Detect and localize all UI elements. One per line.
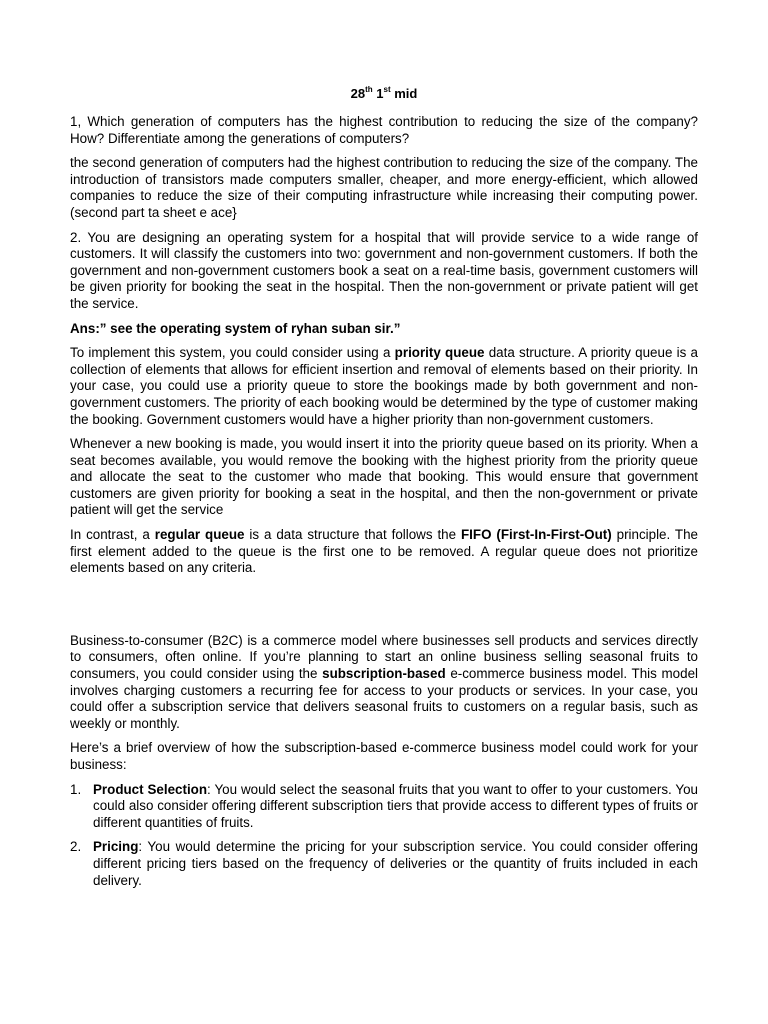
list-number: 2.	[70, 839, 82, 855]
page-title	[70, 86, 698, 104]
rq-bold-1: regular queue	[154, 527, 245, 543]
numbered-list	[70, 782, 698, 890]
document-page	[70, 86, 698, 897]
b2c-text-a: Business-to-consumer (B2C) is a commerce model where businesses sell products and services directly to consumers, often online. If you’re planning to start an online business selling seasonal fruits to consumers, you could consider using the	[70, 632, 698, 682]
ans-text: :” see the operating system of ryhan suban sir.”	[95, 320, 401, 336]
b2c-paragraph	[70, 633, 698, 733]
booking-paragraph: Whenever a new booking is made, you would insert it into the priority queue based on its priority. When a seat becomes available, you would remove the booking with the highest priority from the priority queue and allocate the seat to the customer who made that booking. This would ensure that government customers are given priority for booking a seat in the hospital, and then the non-government or private patient will get the service	[70, 436, 698, 518]
question-1: 1, Which generation of computers has the highest contribution to reducing the size of the company? How? Differentiate among the generations of computers?	[70, 114, 698, 146]
title-rest: mid	[390, 86, 418, 101]
list-item-heading: Pricing	[93, 839, 139, 855]
title-num-suffix: st	[383, 84, 391, 94]
list-number: 1.	[70, 781, 82, 797]
regular-queue-paragraph	[70, 527, 698, 577]
title-num: 1	[372, 86, 384, 101]
rq-text-b: is a data structure that follows the	[244, 527, 461, 543]
rq-text-a: In contrast, a	[70, 527, 155, 543]
b2c-text-b: e-commerce business model. This model involves charging customers a recurring fee for access to your products or services. In your case, you could offer a subscription service that delivers seasonal fruits to customers on a regular basis, such as weekly or monthly.	[70, 666, 699, 731]
priority-queue-paragraph	[70, 345, 698, 428]
overview-paragraph: Here’s a brief overview of how the subscription-based e-commerce business model could work for your business:	[70, 740, 698, 772]
list-item	[70, 782, 698, 832]
answer-1: the second generation of computers had the highest contribution to reducing the size of the company. The introduction of transistors made computers smaller, cheaper, and more energy-efficient, which allowed companies to reduce the size of their computing infrastructure while increasing their computing power.(second part ta sheet e ace}	[70, 155, 698, 220]
title-day-suffix: th	[365, 84, 373, 94]
pq-bold: priority queue	[394, 345, 485, 361]
answer-2-label-paragraph	[70, 321, 698, 338]
ans-label: Ans	[70, 320, 96, 336]
list-item-heading: Product Selection	[93, 781, 208, 797]
list-item-text: : You would determine the pricing for your subscription service. You could consider offering different pricing tiers based on the frequency of deliveries or the quantity of fruits included in each delivery.	[93, 839, 698, 888]
rq-bold-2: FIFO (First-In-First-Out)	[461, 527, 612, 543]
section-gap	[70, 585, 698, 633]
rq-text-c: principle. The first element added to the queue is the first one to be removed. A regular queue does not prioritize elements based on any criteria.	[70, 527, 698, 576]
b2c-bold: subscription-based	[322, 666, 446, 682]
pq-text-a: To implement this system, you could consider using a	[70, 345, 395, 361]
pq-text-b: data structure. A priority queue is a collection of elements that allows for efficient insertion and removal of elements based on their priority. In your case, you could use a priority queue to store the bookings made by both government and non-government customers. The priority of each booking would be determined by the type of customer making the booking. Government customers would have a higher priority than non-government customers.	[70, 345, 698, 427]
title-day: 28	[350, 86, 366, 101]
list-item	[70, 839, 698, 889]
list-item-text: : You would select the seasonal fruits that you want to offer to your customers. You could also consider offering different subscription tiers that provide access to different types of fruits or different quantities of fruits.	[93, 781, 698, 830]
question-2: 2. You are designing an operating system for a hospital that will provide service to a wide range of customers. It will classify the customers into two: government and non-government customers. If both the government and non-government customers book a seat on a real-time basis, government customers will be given priority for booking the seat in the hospital. Then the non-government or private patient will get the service.	[70, 229, 698, 311]
